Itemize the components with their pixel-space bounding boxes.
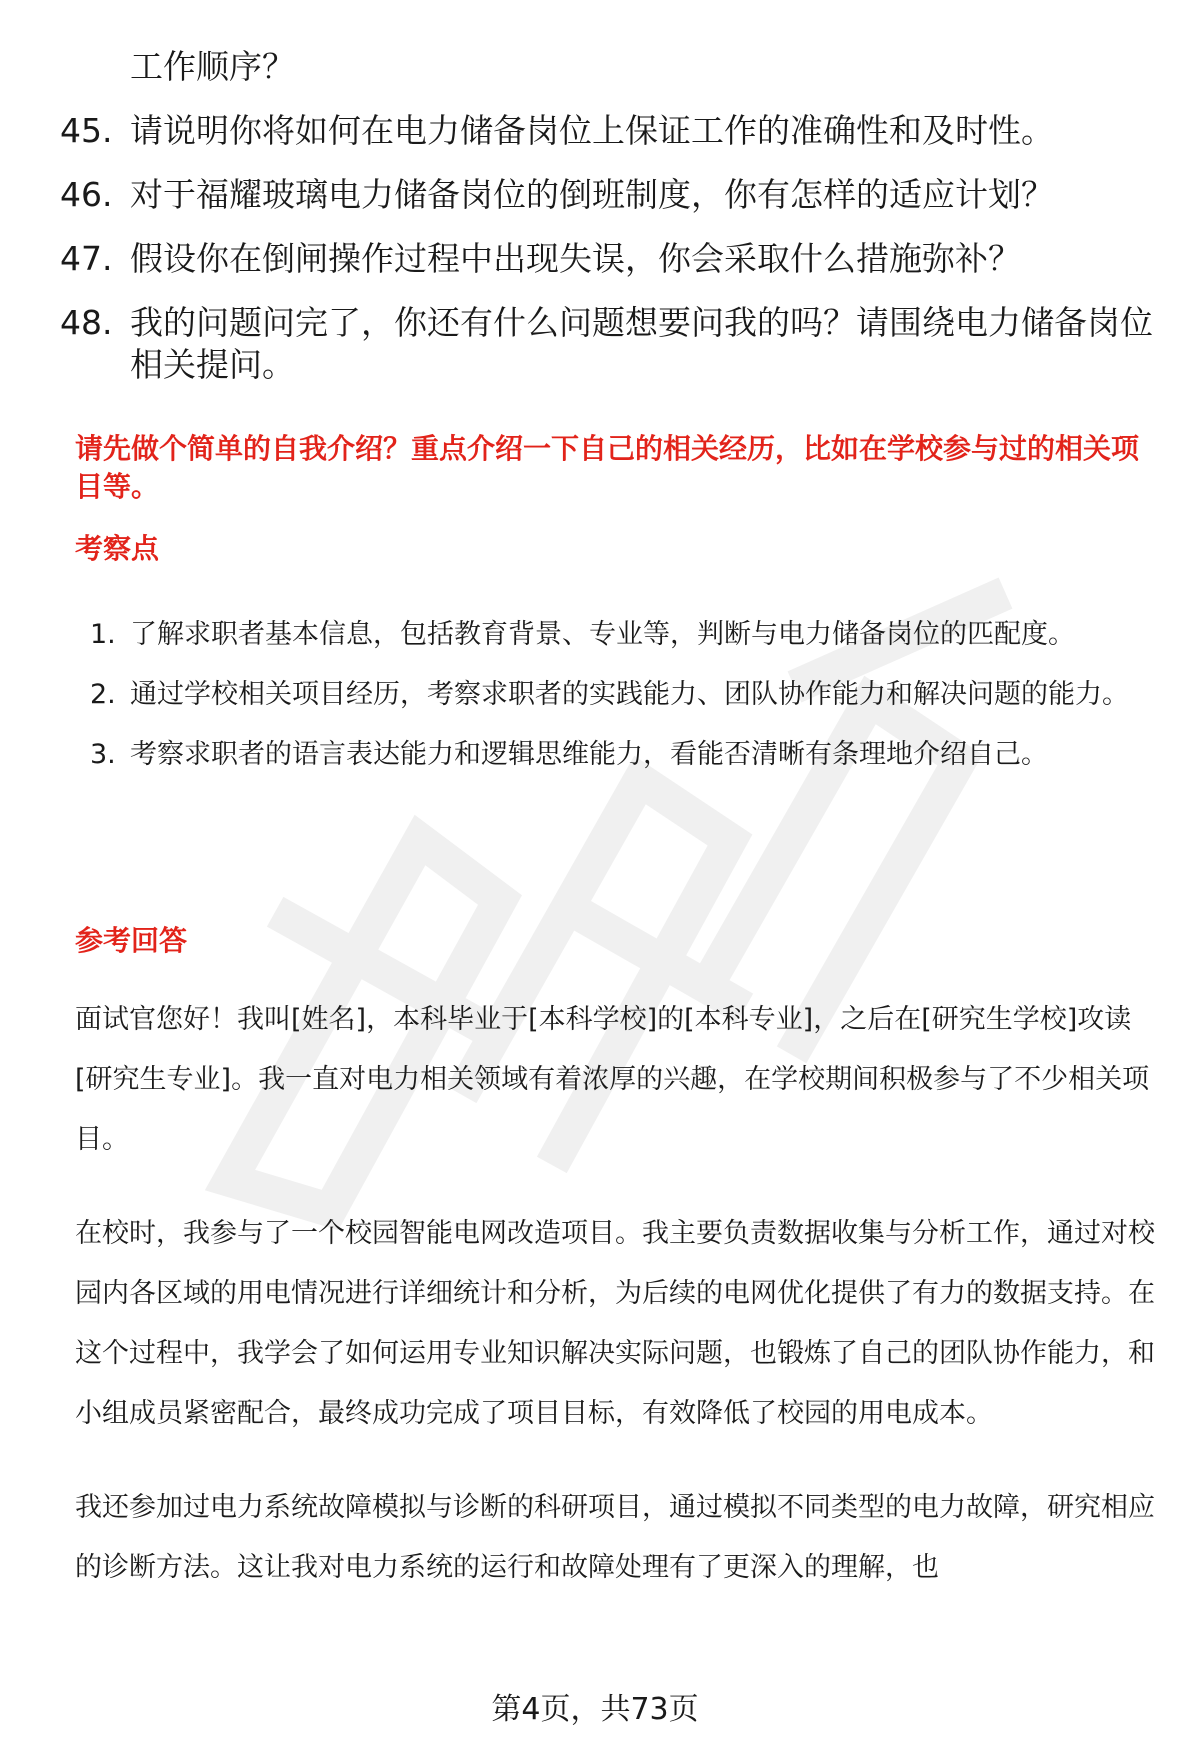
page-footer: 第4页，共73页 (491, 1692, 699, 1727)
question-item (60, 110, 1160, 152)
point-text: 考察求职者的语言表达能力和逻辑思维能力，看能否清晰有条理地介绍自己。 (130, 739, 1048, 770)
points-heading: 考察点 (75, 532, 160, 565)
answer-heading: 参考回答 (75, 924, 188, 957)
point-number: 1. (90, 619, 116, 650)
section-question-heading: 请先做个简单的自我介绍？重点介绍一下自己的相关经历，比如在学校参与过的相关项目等。 (75, 432, 1140, 503)
point-number: 3. (90, 739, 116, 770)
answer-body (75, 990, 1165, 1632)
question-number: 48. (60, 303, 113, 342)
question-number: 45. (60, 111, 113, 150)
question-item (60, 302, 1160, 386)
answer-paragraph: 我还参加过电力系统故障模拟与诊断的科研项目，通过模拟不同类型的电力故障，研究相应的诊断方法。这让我对电力系统的运行和故障处理有了更深入的理解，也 (75, 1492, 1155, 1583)
question-item (60, 238, 1160, 280)
list-item (90, 725, 1160, 785)
question-text: 假设你在倒闸操作过程中出现失误，你会采取什么措施弥补？ (130, 239, 1021, 278)
point-text: 了解求职者基本信息，包括教育背景、专业等，判断与电力储备岗位的匹配度。 (130, 619, 1075, 650)
question-list (60, 46, 1160, 386)
question-text: 请说明你将如何在电力储备岗位上保证工作的准确性和及时性。 (130, 111, 1054, 150)
list-item (90, 665, 1160, 725)
question-number: 47. (60, 239, 113, 278)
point-text: 通过学校相关项目经历，考察求职者的实践能力、团队协作能力和解决问题的能力。 (130, 679, 1129, 710)
list-item (90, 605, 1160, 665)
point-number: 2. (90, 679, 116, 710)
answer-paragraph: 在校时，我参与了一个校园智能电网改造项目。我主要负责数据收集与分析工作，通过对校园内各区域的用电情况进行详细统计和分析，为后续的电网优化提供了有力的数据支持。在这个过程中，我学会了如何运用专业知识解决实际问题，也锻炼了自己的团队协作能力，和小组成员紧密配合，最终成功完成了项目目标，有效降低了校园的用电成本。 (75, 1218, 1155, 1429)
points-list (90, 605, 1160, 785)
question-text: 我的问题问完了，你还有什么问题想要问我的吗？请围绕电力储备岗位相关提问。 (130, 303, 1153, 384)
question-text: 对于福耀玻璃电力储备岗位的倒班制度，你有怎样的适应计划？ (130, 175, 1054, 214)
question-item (60, 174, 1160, 216)
question-number: 46. (60, 175, 113, 214)
question-continuation: 工作顺序？ (130, 47, 295, 86)
answer-paragraph: 面试官您好！我叫[姓名]，本科毕业于[本科学校]的[本科专业]，之后在[研究生学校]攻读[研究生专业]。我一直对电力相关领域有着浓厚的兴趣，在学校期间积极参与了不少相关项目。 (75, 1004, 1150, 1155)
